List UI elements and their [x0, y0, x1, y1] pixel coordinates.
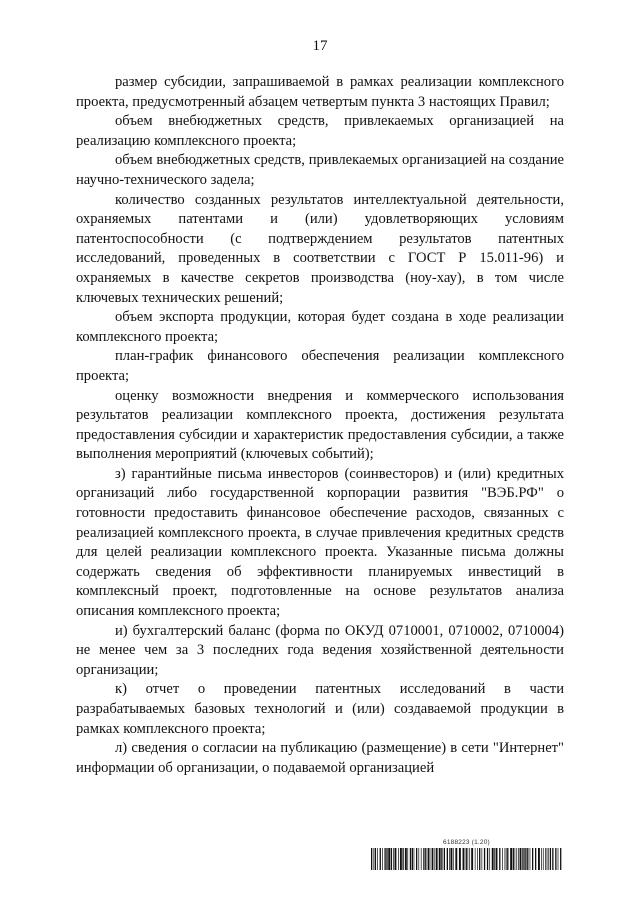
paragraph-item-z-guarantee-letters: з) гарантийные письма инвесторов (соинвесторов) и (или) кредитных организаций либо государственной корпорации развития "ВЭБ.РФ" о готовности предоставить финансовое обеспечение расходов, связанных с реализацией комплексного проекта, в случае привлечения кредитных средств для целей реализации комплексного проекта. Указанные письма должны содержать сведения об эффективности планируемых инвестиций в комплексный проект, подготовленные на основе результатов анализа описания комплексного проекта;: [76, 465, 564, 620]
paragraph-commercial-assessment: оценку возможности внедрения и коммерческого использования результатов реализации комплексного проекта, достижения результата предоставления субсидии и характеристик предоставления субсидии, а также выполнения мероприятий (ключевых событий);: [76, 387, 564, 463]
paragraph-item-i-balance-sheet: и) бухгалтерский баланс (форма по ОКУД 0710001, 0710002, 0710004) не менее чем за 3 последних года ведения хозяйственной деятельности организации;: [76, 622, 564, 678]
paragraph-financing-schedule: план-график финансового обеспечения реализации комплексного проекта;: [76, 348, 564, 384]
barcode-number: 6188223 (1.20): [443, 839, 490, 846]
paragraph-extrabudget-scientific-reserve: объем внебюджетных средств, привлекаемых организацией на создание научно-технического задела;: [76, 152, 564, 188]
paragraph-export-volume: объем экспорта продукции, которая будет создана в ходе реализации комплексного проекта;: [76, 309, 564, 345]
document-body: [76, 73, 564, 778]
paragraph-intellectual-property-count: количество созданных результатов интеллектуальной деятельности, охраняемых патентами и (или) удовлетворяющих условиям патентоспособности (с подтверждением результатов патентных исследований, проведенных в соответствии с ГОСТ Р 15.011-96) и охраняемых в качестве секретов производства (ноу-хау), в том числе ключевых технических решений;: [76, 191, 564, 306]
paragraph-item-l-publication-consent: л) сведения о согласии на публикацию (размещение) в сети "Интернет" информации об организации, о подаваемой организацией: [76, 740, 564, 776]
paragraph-extrabudget-complex-project: объем внебюджетных средств, привлекаемых организацией на реализацию комплексного проекта;: [76, 113, 564, 149]
page-number: 17: [312, 38, 328, 54]
barcode-icon: [371, 848, 564, 870]
paragraph-subsidy-size: размер субсидии, запрашиваемой в рамках реализации комплексного проекта, предусмотренный абзацем четвертым пункта 3 настоящих Правил;: [76, 74, 564, 110]
paragraph-item-k-patent-report: к) отчет о проведении патентных исследований в части разрабатываемых базовых технологий и (или) создаваемой продукции в рамках комплексного проекта;: [76, 681, 564, 737]
